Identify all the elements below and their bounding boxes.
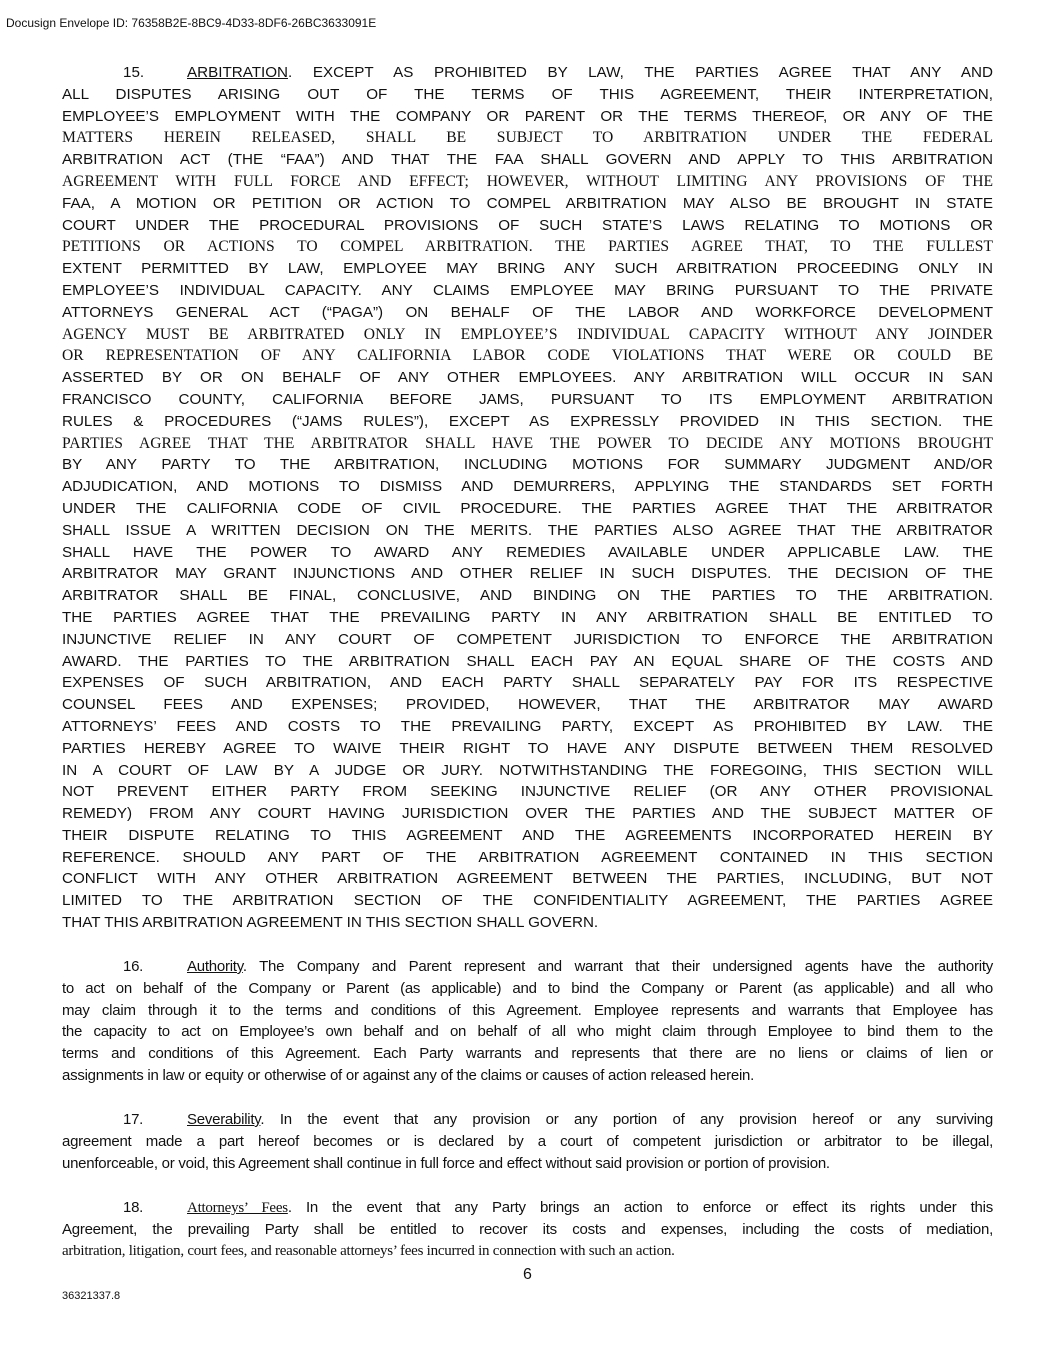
- paragraph-line: AWARD. THE PARTIES TO THE ARBITRATION SHALL EACH PAY AN EQUAL SHARE OF THE COSTS AND: [62, 652, 993, 670]
- paragraph-line: ATTORNEYS GENERAL ACT (“PAGA”) ON BEHALF OF THE LABOR AND WORKFORCE DEVELOPMENT: [62, 303, 993, 321]
- paragraph-first-line: [62, 1197, 993, 1219]
- paragraph-line: ATTORNEYS’ FEES AND COSTS TO THE PREVAILING PARTY, EXCEPT AS PROHIBITED BY LAW. THE: [62, 717, 993, 735]
- paragraph-first-line: [62, 1109, 993, 1131]
- section-17: [62, 1109, 993, 1174]
- paragraph-line: assignments in law or equity or otherwise of or against any of the claims or causes of action released herein.: [62, 1066, 755, 1084]
- paragraph-line: terms and conditions of this Agreement. Each Party warrants and represents that there are no liens or claims of lien or: [62, 1045, 993, 1063]
- docusign-envelope-id: Docusign Envelope ID: 76358B2E-8BC9-4D33-8DF6-26BC3633091E: [6, 16, 377, 30]
- paragraph-line: ARBITRATOR MAY GRANT INJUNCTIONS AND OTHER RELIEF IN SUCH DISPUTES. THE DECISION OF THE: [62, 565, 993, 583]
- paragraph-line: OR REPRESENTATION OF ANY CALIFORNIA LABOR CODE VIOLATIONS THAT WERE OR COULD BE: [62, 347, 993, 365]
- section-heading: Authority: [187, 958, 243, 975]
- paragraph-line: EXTENT PERMITTED BY LAW, EMPLOYEE MAY BRING ANY SUCH ARBITRATION PROCEEDING ONLY IN: [62, 260, 993, 278]
- paragraph-line: RULES & PROCEDURES (“JAMS RULES”), EXCEPT AS EXPRESSLY PROVIDED IN THIS SECTION. THE: [62, 412, 993, 430]
- paragraph-line: PETITIONS OR ACTIONS TO COMPEL ARBITRATION. THE PARTIES AGREE THAT, TO THE FULLEST: [62, 238, 993, 256]
- section-heading: Attorneys’ Fees: [187, 1200, 288, 1216]
- section-text: . EXCEPT AS PROHIBITED BY LAW, THE PARTIES AGREE THAT ANY AND: [287, 64, 993, 81]
- paragraph-line: ALL DISPUTES ARISING OUT OF THE TERMS OF THIS AGREEMENT, THEIR INTERPRETATION,: [62, 85, 993, 103]
- section-text: . In the event that any provision or any portion of any provision hereof or any surviving: [260, 1111, 993, 1128]
- paragraph-line: may claim through it to the terms and conditions of this Agreement. Employee represents and warrants that Employee has: [62, 1001, 993, 1019]
- paragraph-line: SHALL ISSUE A WRITTEN DECISION ON THE MERITS. THE PARTIES ALSO AGREE THAT THE ARBITRATOR: [62, 521, 993, 539]
- section-text: . In the event that any Party brings an action to enforce or effect its rights under this: [287, 1199, 993, 1216]
- paragraph-line: LIMITED TO THE ARBITRATION SECTION OF THE CONFIDENTIALITY AGREEMENT, THE PARTIES AGREE: [62, 892, 993, 910]
- paragraph-line: REFERENCE. SHOULD ANY PART OF THE ARBITRATION AGREEMENT CONTAINED IN THIS SECTION: [62, 848, 993, 866]
- paragraph-line: IN A COURT OF LAW BY A JUDGE OR JURY. NOTWITHSTANDING THE FOREGOING, THIS SECTION WILL: [62, 761, 993, 779]
- paragraph-line: FAA, A MOTION OR PETITION OR ACTION TO COMPEL ARBITRATION MAY ALSO BE BROUGHT IN STATE: [62, 194, 993, 212]
- document-number: 36321337.8: [62, 1290, 121, 1302]
- paragraph-line: SHALL HAVE THE POWER TO AWARD ANY REMEDIES AVAILABLE UNDER APPLICABLE LAW. THE: [62, 543, 993, 561]
- paragraph-line: EMPLOYEE’S EMPLOYMENT WITH THE COMPANY OR PARENT OR THE TERMS THEREOF, OR ANY OF THE: [62, 107, 993, 125]
- section-number: 15.: [123, 64, 145, 81]
- paragraph-line: EMPLOYEE’S INDIVIDUAL CAPACITY. ANY CLAIMS EMPLOYEE MAY BRING PURSUANT TO THE PRIVATE: [62, 281, 993, 299]
- paragraph-first-line: [62, 62, 993, 84]
- paragraph-line: PARTIES AGREE THAT THE ARBITRATOR SHALL HAVE THE POWER TO DECIDE ANY MOTIONS BROUGHT: [62, 434, 993, 452]
- section-heading: ARBITRATION: [187, 64, 288, 81]
- paragraph-line: Agreement, the prevailing Party shall be entitled to recover its costs and expenses, including the costs of mediation,: [62, 1220, 993, 1238]
- paragraph-line: COURT UNDER THE PROCEDURAL PROVISIONS OF SUCH STATE’S LAWS RELATING TO MOTIONS OR: [62, 216, 993, 234]
- section-18: [62, 1197, 993, 1262]
- paragraph-line: arbitration, litigation, court fees, and reasonable attorneys’ fees incurred in connection with such an action.: [62, 1242, 675, 1259]
- paragraph-line: BY ANY PARTY TO THE ARBITRATION, INCLUDING MOTIONS FOR SUMMARY JUDGMENT AND/OR: [62, 456, 993, 474]
- section-text: . The Company and Parent represent and warrant that their undersigned agents have the authority: [242, 958, 993, 975]
- paragraph-line: UNDER THE CALIFORNIA CODE OF CIVIL PROCEDURE. THE PARTIES AGREE THAT THE ARBITRATOR: [62, 499, 993, 517]
- section-number: 18.: [123, 1199, 144, 1216]
- paragraph-line: unenforceable, or void, this Agreement shall continue in full force and effect without said provision or portion of provision.: [62, 1154, 830, 1172]
- section-heading: Severability: [187, 1111, 261, 1128]
- paragraph-line: COUNSEL FEES AND EXPENSES; PROVIDED, HOWEVER, THAT THE ARBITRATOR MAY AWARD: [62, 696, 993, 714]
- paragraph-line: ASSERTED BY OR ON BEHALF OF ANY OTHER EMPLOYEES. ANY ARBITRATION WILL OCCUR IN SAN: [62, 369, 993, 387]
- paragraph-line: MATTERS HEREIN RELEASED, SHALL BE SUBJECT TO ARBITRATION UNDER THE FEDERAL: [62, 129, 993, 147]
- paragraph-line: ARBITRATION ACT (THE “FAA”) AND THAT THE FAA SHALL GOVERN AND APPLY TO THIS ARBITRATION: [62, 151, 993, 169]
- paragraph-line: INJUNCTIVE RELIEF IN ANY COURT OF COMPETENT JURISDICTION TO ENFORCE THE ARBITRATION: [62, 630, 993, 648]
- paragraph-line: agreement made a part hereof becomes or is declared by a court of competent jurisdiction or arbitrator to be illegal,: [62, 1132, 993, 1150]
- paragraph-line: REMEDY) FROM ANY COURT HAVING JURISDICTION OVER THE PARTIES AND THE SUBJECT MATTER OF: [62, 805, 993, 823]
- section-15: [62, 62, 993, 934]
- paragraph-line: EXPENSES OF SUCH ARBITRATION, AND EACH PARTY SHALL SEPARATELY PAY FOR ITS RESPECTIVE: [62, 674, 993, 692]
- paragraph-line: ARBITRATOR SHALL BE FINAL, CONCLUSIVE, AND BINDING ON THE PARTIES TO THE ARBITRATION.: [62, 587, 993, 605]
- section-number: 17.: [123, 1111, 144, 1128]
- section-16: [62, 956, 993, 1087]
- paragraph-line: THE PARTIES AGREE THAT THE PREVAILING PARTY IN ANY ARBITRATION SHALL BE ENTITLED TO: [62, 608, 993, 626]
- paragraph-first-line: [62, 956, 993, 978]
- page-number: 6: [523, 1266, 532, 1283]
- paragraph-line: CONFLICT WITH ANY OTHER ARBITRATION AGREEMENT BETWEEN THE PARTIES, INCLUDING, BUT NOT: [62, 870, 993, 888]
- paragraph-line: the capacity to act on Employee’s own behalf and on behalf of all who might claim through Employee to bind them to the: [62, 1023, 993, 1041]
- paragraph-line: AGENCY MUST BE ARBITRATED ONLY IN EMPLOYEE’S INDIVIDUAL CAPACITY WITHOUT ANY JOINDER: [62, 325, 993, 343]
- paragraph-line: FRANCISCO COUNTY, CALIFORNIA BEFORE JAMS, PURSUANT TO ITS EMPLOYMENT ARBITRATION: [62, 390, 993, 408]
- paragraph-line: AGREEMENT WITH FULL FORCE AND EFFECT; HOWEVER, WITHOUT LIMITING ANY PROVISIONS OF THE: [62, 172, 993, 190]
- paragraph-line: to act on behalf of the Company or Parent (as applicable) and to bind the Company or Parent (as applicable) and all who: [62, 979, 993, 997]
- paragraph-line: THAT THIS ARBITRATION AGREEMENT IN THIS SECTION SHALL GOVERN.: [62, 914, 599, 932]
- paragraph-line: NOT PREVENT EITHER PARTY FROM SEEKING INJUNCTIVE RELIEF (OR ANY OTHER PROVISIONAL: [62, 783, 993, 801]
- section-number: 16.: [123, 958, 144, 975]
- paragraph-line: THEIR DISPUTE RELATING TO THIS AGREEMENT AND THE AGREEMENTS INCORPORATED HEREIN BY: [62, 826, 993, 844]
- paragraph-line: PARTIES HEREBY AGREE TO WAIVE THEIR RIGHT TO HAVE ANY DISPUTE BETWEEN THEM RESOLVED: [62, 739, 993, 757]
- paragraph-line: ADJUDICATION, AND MOTIONS TO DISMISS AND DEMURRERS, APPLYING THE STANDARDS SET FORTH: [62, 478, 993, 496]
